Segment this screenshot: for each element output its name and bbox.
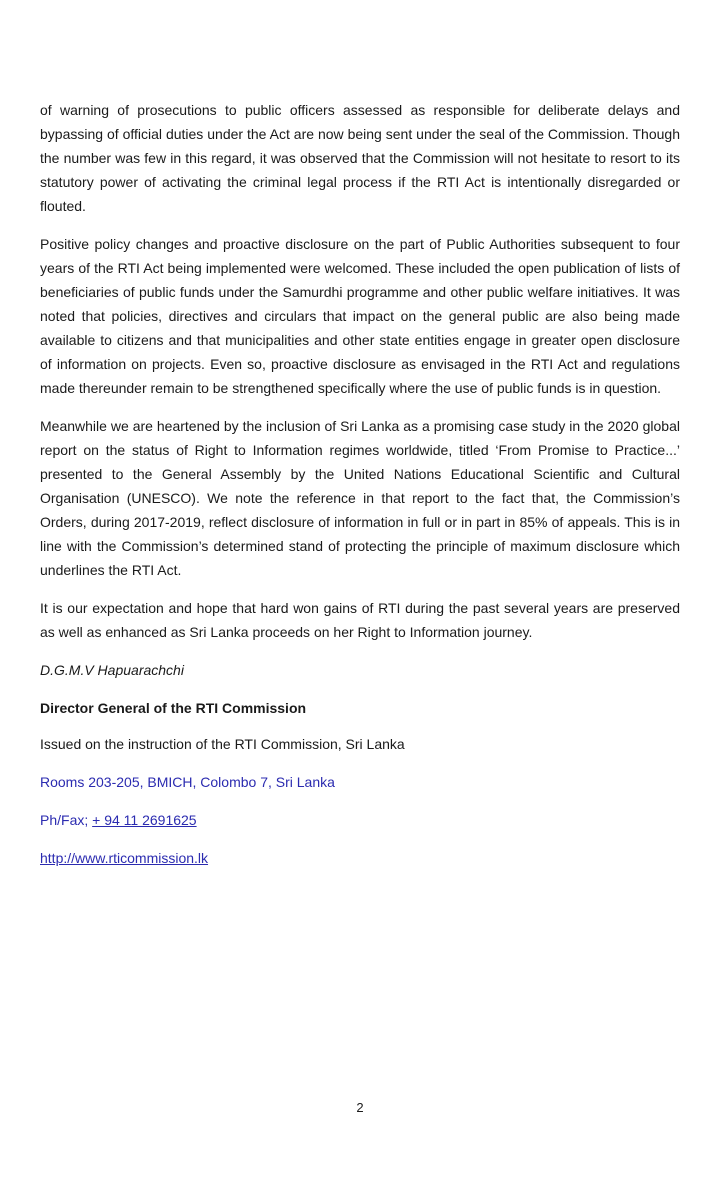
paragraph-prosecution-warnings: of warning of prosecutions to public officers assessed as responsible for deliberate delays and bypassing of official duties under the Act are now being sent under the seal of the Commission. Though the number was few in this regard, it was observed that the Commission will not hesitate to resort to its statutory power of activating the criminal legal process if the RTI Act is intentionally disregarded or flouted. — [40, 102, 680, 214]
signer-name: D.G.M.V Hapuarachchi — [40, 662, 184, 678]
document-page — [40, 98, 680, 870]
issued-note: Issued on the instruction of the RTI Commission, Sri Lanka — [40, 736, 405, 752]
office-address: Rooms 203-205, BMICH, Colombo 7, Sri Lanka — [40, 774, 335, 790]
signer-title: Director General of the RTI Commission — [40, 700, 307, 716]
phone-number-link[interactable]: + 94 11 2691625 — [92, 812, 197, 828]
paragraph-proactive-disclosure: Positive policy changes and proactive disclosure on the part of Public Authorities subsequent to four years of the RTI Act being implemented were welcomed. These included the open publication of lists of beneficiaries of public funds under the Samurdhi programme and other public welfare initiatives. It was noted that policies, directives and circulars that impact on the general public are also being made available to citizens and that municipalities and other state entities engage in greater open disclosure of information on projects. Even so, proactive disclosure as envisaged in the RTI Act and regulations made thereunder remain to be strengthened specifically where the use of public funds is in question. — [40, 236, 680, 396]
phone-label: Ph/Fax; — [40, 812, 89, 828]
website-link[interactable]: http://www.rticommission.lk — [40, 850, 209, 866]
phone-fax-line — [40, 808, 680, 832]
paragraph-expectation: It is our expectation and hope that hard won gains of RTI during the past several years are preserved as well as enhanced as Sri Lanka proceeds on her Right to Information journey. — [40, 600, 680, 640]
page-number: 2 — [356, 1100, 364, 1115]
paragraph-unesco-report: Meanwhile we are heartened by the inclusion of Sri Lanka as a promising case study in the 2020 global report on the status of Right to Information regimes worldwide, titled ‘From Promise to Practice...’ presented to the General Assembly by the United Nations Educational Scientific and Cultural Organisation (UNESCO). We note the reference in that report to the fact that, the Commission’s Orders, during 2017-2019, reflect disclosure of information in full or in part in 85% of appeals. This is in line with the Commission’s determined stand of protecting the principle of maximum disclosure which underlines the RTI Act. — [40, 418, 680, 578]
